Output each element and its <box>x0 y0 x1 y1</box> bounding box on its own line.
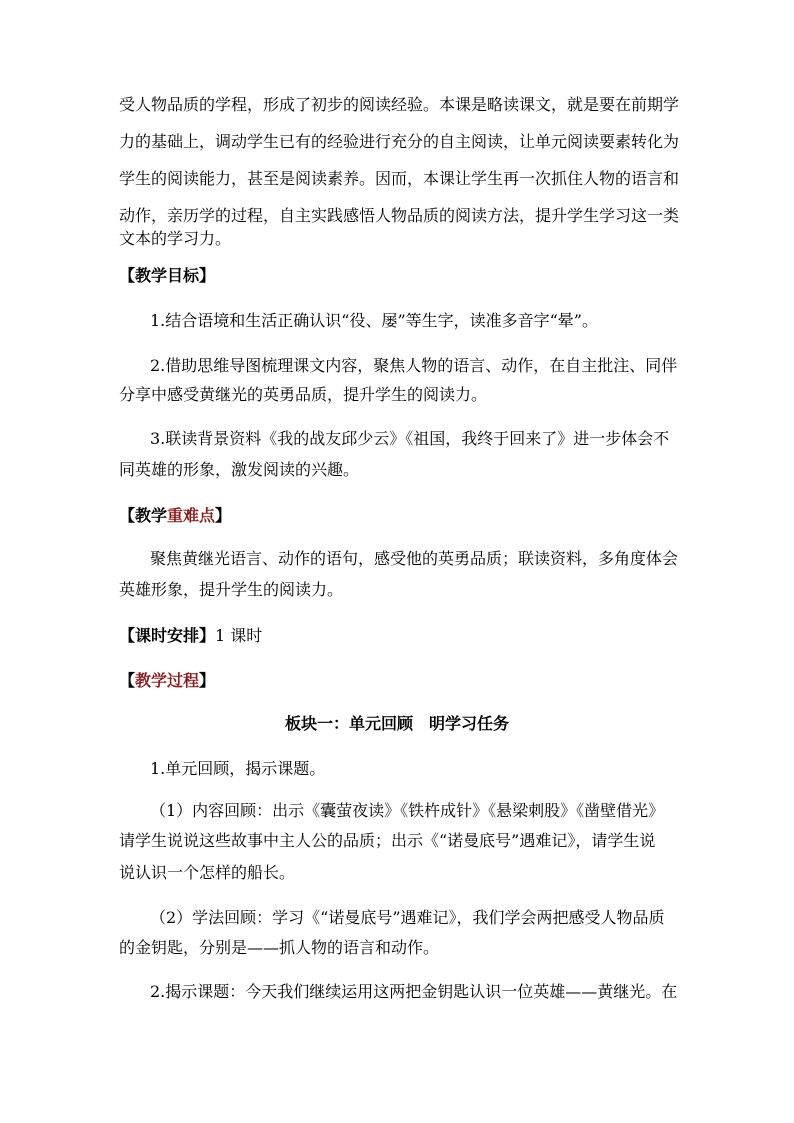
process-sub-1-line-3: 说认识一个怎样的船长。 <box>119 863 296 882</box>
goals-heading: 【教学目标】 <box>119 266 216 285</box>
keypoints-heading-close: 】 <box>215 506 232 525</box>
goal-item-2-line-1: 2.借助思维导图梳理课文内容，聚焦人物的语言、动作，在自主批注、同伴 <box>150 356 678 375</box>
process-heading <box>119 670 215 692</box>
schedule-heading: 【课时安排】 <box>119 626 216 645</box>
schedule-value: 1 课时 <box>215 626 263 645</box>
process-heading-close: 】 <box>199 671 216 690</box>
intro-line-2: 力的基础上，调动学生已有的经验进行充分的自主阅读，让单元阅读要素转化为 <box>119 132 680 151</box>
process-sub-1-line-1: （1）内容回顾：出示《囊萤夜读》《铁杵成针》《悬梁刺股》《凿壁借光》 <box>150 801 665 820</box>
process-heading-open: 【 <box>119 671 136 690</box>
intro-line-3: 学生的阅读能力，甚至是阅读素养。因而，本课让学生再一次抓住人物的语言和 <box>119 169 680 188</box>
process-step-2: 2.揭示课题：今天我们继续运用这两把金钥匙认识一位英雄——黄继光。在 <box>150 982 678 1001</box>
process-step-1: 1.单元回顾，揭示课题。 <box>150 759 326 778</box>
intro-line-4: 动作，亲历学的过程，自主实践感悟人物品质的阅读方法，提升学生学习这一类 <box>119 206 680 225</box>
process-sub-1-line-2: 请学生说说这些故事中主人公的品质；出示《“诺曼底号”遇难记》，请学生说 <box>119 831 656 850</box>
section-title: 板块一：单元回顾 明学习任务 <box>284 714 509 733</box>
keypoints-line-1: 聚焦黄继光语言、动作的语句，感受他的英勇品质；联读资料，多角度体会 <box>150 549 679 568</box>
process-heading-red: 教学过程 <box>135 671 200 690</box>
intro-line-5: 文本的学习力。 <box>119 229 232 248</box>
process-sub-2-line-1: （2）学法回顾：学习《“诺曼底号”遇难记》，我们学会两把感受人物品质 <box>150 908 665 927</box>
goal-item-3-line-1: 3.联读背景资料《我的战友邱少云》《祖国，我终于回来了》进一步体会不 <box>150 429 670 448</box>
process-sub-2-line-2: 的金钥匙，分别是——抓人物的语言和动作。 <box>119 938 440 957</box>
keypoints-heading <box>119 505 231 527</box>
goal-item-1: 1.结合语境和生活正确认识“役、屡”等生字，读准多音字“晕”。 <box>150 311 598 330</box>
schedule-row <box>119 625 262 647</box>
keypoints-heading-open: 【教学 <box>119 506 168 525</box>
goal-item-2-line-2: 分享中感受黄继光的英勇品质，提升学生的阅读力。 <box>119 385 488 404</box>
goal-item-3-line-2: 同英雄的形象，激发阅读的兴趣。 <box>119 460 360 479</box>
keypoints-heading-red: 重难点 <box>167 506 216 525</box>
keypoints-line-2: 英雄形象，提升学生的阅读力。 <box>119 580 344 599</box>
intro-line-1: 受人物品质的学程，形成了初步的阅读经验。本课是略读课文，就是要在前期学 <box>119 95 680 114</box>
